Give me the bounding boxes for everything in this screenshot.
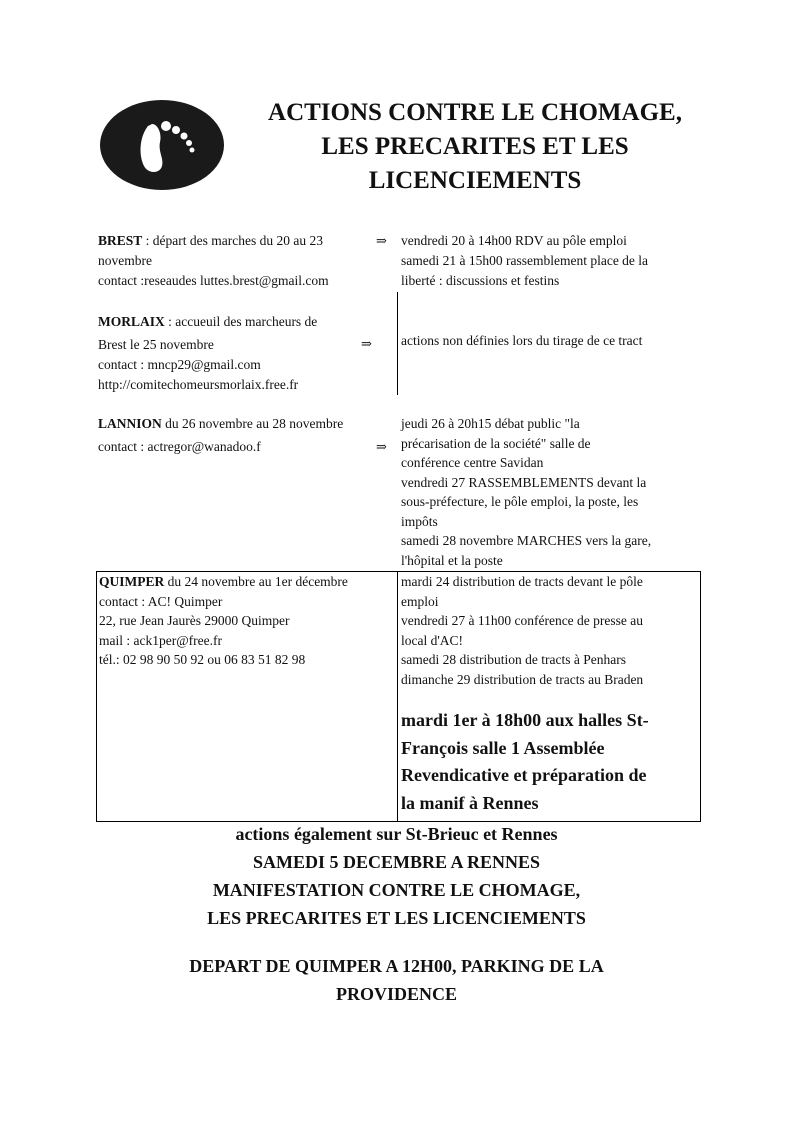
morlaix-contact: contact : mncp29@gmail.com bbox=[98, 357, 261, 372]
arrow-icon: ⇒ bbox=[376, 439, 387, 454]
lannion-action-3: conférence centre Savidan bbox=[401, 455, 544, 470]
quimper-dates: du 24 novembre au 1er décembre bbox=[164, 574, 348, 589]
morlaix-info bbox=[98, 312, 317, 395]
quimper-address: 22, rue Jean Jaurès 29000 Quimper bbox=[99, 613, 290, 628]
arrow-icon: ⇒ bbox=[376, 233, 387, 248]
brest-action-2: samedi 21 à 15h00 rassemblement place de la bbox=[401, 253, 649, 268]
quimper-action-6: dimanche 29 distribution de tracts au Braden bbox=[401, 671, 644, 687]
title-line-1: ACTIONS CONTRE LE CHOMAGE, bbox=[268, 99, 682, 126]
brest-contact: contact :reseaudes luttes.brest@gmail.com bbox=[98, 273, 329, 288]
morlaix-actions bbox=[401, 331, 642, 351]
brest-action-3: liberté : discussions et festins bbox=[401, 273, 560, 288]
footprint-logo-icon bbox=[96, 96, 232, 194]
footer-line-4: LES PRECARITES ET LES LICENCIEMENTS bbox=[207, 908, 586, 928]
brest-action-1: vendredi 20 à 14h00 RDV au pôle emploi bbox=[401, 233, 627, 248]
highlight-line-4: la manif à Rennes bbox=[401, 792, 539, 813]
footer-line-6: PROVIDENCE bbox=[335, 984, 457, 1004]
footer-line-1: actions également sur St-Brieuc et Rennes bbox=[235, 824, 558, 844]
page-title bbox=[240, 96, 710, 198]
morlaix-city: MORLAIX bbox=[98, 314, 165, 329]
brest-actions bbox=[401, 231, 648, 291]
quimper-action-5: samedi 28 distribution de tracts à Penhars bbox=[401, 652, 626, 667]
morlaix-action-1: actions non définies lors du tirage de ce tract bbox=[401, 333, 643, 348]
quimper-mail: mail : ack1per@free.fr bbox=[99, 632, 222, 648]
morlaix-date: Brest le 25 novembre bbox=[98, 337, 214, 352]
footer-departure bbox=[0, 952, 793, 1008]
lannion-action-5: sous-préfecture, le pôle emploi, la poste, les bbox=[401, 494, 639, 509]
lannion-info bbox=[98, 414, 343, 457]
quimper-contact: contact : AC! Quimper bbox=[99, 593, 223, 609]
brest-info bbox=[98, 231, 329, 291]
lannion-contact: contact : actregor@wanadoo.f bbox=[98, 439, 261, 454]
quimper-action-3: vendredi 27 à 11h00 conférence de presse au bbox=[401, 613, 644, 628]
quimper-phone: tél.: 02 98 90 50 92 ou 06 83 51 82 98 bbox=[99, 652, 306, 667]
lannion-actions bbox=[401, 414, 651, 570]
quimper-action-1: mardi 24 distribution de tracts devant le pôle bbox=[401, 574, 643, 589]
footer-block bbox=[0, 820, 793, 932]
lannion-action-2: précarisation de la société" salle de bbox=[401, 435, 591, 451]
footer-line-2: SAMEDI 5 DECEMBRE A RENNES bbox=[252, 852, 541, 872]
quimper-divider bbox=[397, 571, 398, 821]
morlaix-desc: : accueuil des marcheurs de bbox=[164, 314, 318, 329]
lannion-action-8: l'hôpital et la poste bbox=[401, 552, 503, 568]
highlight-line-1: mardi 1er à 18h00 aux halles St- bbox=[401, 710, 649, 730]
quimper-action-4: local d'AC! bbox=[401, 632, 464, 648]
brest-dates-cont: novembre bbox=[98, 253, 152, 268]
lannion-dates: du 26 novembre au 28 novembre bbox=[161, 416, 344, 431]
brest-dates: : départ des marches du 20 au 23 bbox=[142, 233, 323, 248]
footer-line-3: MANIFESTATION CONTRE LE CHOMAGE, bbox=[212, 880, 581, 900]
title-line-2: LES PRECARITES ET LES bbox=[321, 133, 629, 160]
quimper-city: QUIMPER bbox=[99, 574, 165, 589]
morlaix-url: http://comitechomeursmorlaix.free.fr bbox=[98, 377, 299, 392]
brest-city: BREST bbox=[98, 233, 143, 248]
quimper-actions bbox=[401, 572, 643, 689]
arrow-icon: ⇒ bbox=[361, 336, 372, 351]
lannion-action-1: jeudi 26 à 20h15 débat public "la bbox=[401, 416, 580, 431]
lannion-action-4: vendredi 27 RASSEMBLEMENTS devant la bbox=[401, 474, 647, 490]
footer-line-5: DEPART DE QUIMPER A 12H00, PARKING DE LA bbox=[189, 956, 604, 976]
lannion-city: LANNION bbox=[98, 416, 162, 431]
quimper-info bbox=[99, 572, 348, 670]
highlight-line-3: Revendicative et préparation de bbox=[401, 765, 647, 785]
lannion-action-6: impôts bbox=[401, 513, 438, 529]
quimper-highlight bbox=[401, 707, 649, 817]
quimper-action-2: emploi bbox=[401, 593, 439, 609]
lannion-action-7: samedi 28 novembre MARCHES vers la gare, bbox=[401, 533, 652, 548]
highlight-line-2: François salle 1 Assemblée bbox=[401, 737, 605, 758]
divider-line bbox=[397, 292, 398, 395]
title-line-3: LICENCIEMENTS bbox=[368, 167, 582, 194]
